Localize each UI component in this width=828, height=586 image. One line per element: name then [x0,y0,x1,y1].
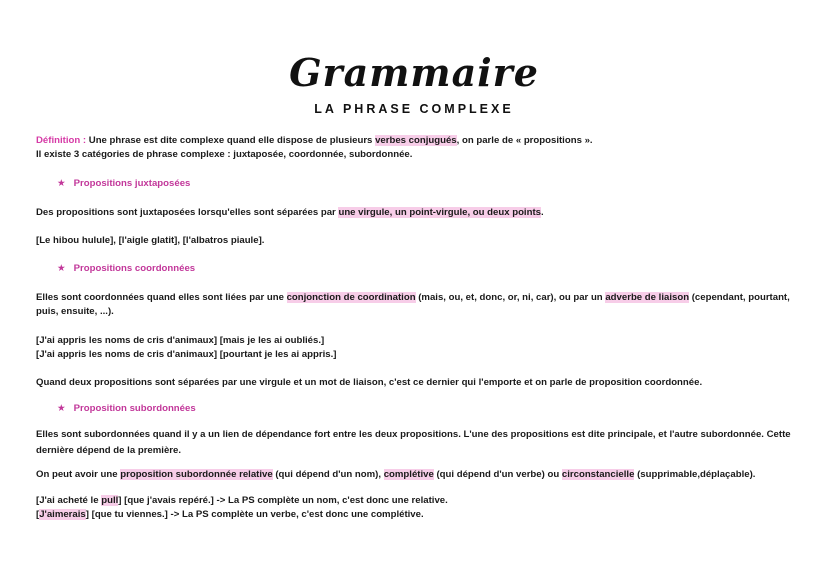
highlight-jaimerais: J'aimerais [39,509,86,520]
highlight-pull: pull [101,495,119,506]
highlight-circonstancielle: circonstancielle [561,469,635,480]
definition-text: Une phrase est dite complexe quand elle dispose de plusieurs [86,135,376,146]
star-icon: ★ [57,178,66,189]
paragraph-text: Des propositions sont juxtaposées lorsqu'elles sont séparées par [36,207,339,218]
highlight-adverbe: adverbe de liaison [605,292,690,303]
definition-line-2: Il existe 3 catégories de phrase complexe : juxtaposée, coordonnée, subordonnée. [36,149,413,160]
page-subtitle: LA PHRASE COMPLEXE [314,102,514,116]
definition-text-end: , on parle de « propositions ». [456,135,593,146]
coordonnees-definition-line-1 [36,291,790,305]
section-heading-subordonnees [57,402,196,416]
highlight-verbes-conjugues: verbes conjugués [375,135,457,146]
juxtaposees-definition [36,206,544,220]
paragraph-text: (cependant, pourtant, [689,292,790,303]
paragraph-text: (qui dépend d'un nom), [272,469,384,480]
paragraph-text: On peut avoir une [36,469,121,480]
highlight-conjonction: conjonction de coordination [286,292,416,303]
subordonnees-definition-line-2: dernière dépend de la première. [36,445,182,456]
coordonnees-example-1: [J'ai appris les noms de cris d'animaux] [mais je les ai oubliés.] [36,335,325,346]
subordonnees-definition-line-1: Elles sont subordonnées quand il y a un lien de dépendance fort entre les deux propositions. L'une des propositions est dite principale, et l'autre subordonnée. Cette [36,429,791,440]
definition-line-1 [36,134,593,148]
subordonnees-example-1 [36,494,448,508]
paragraph-text: ] [que tu viennes.] -> La PS complète un verbe, c'est donc une complétive. [85,509,424,520]
star-icon: ★ [57,263,66,274]
highlight-relative: proposition subordonnée relative [120,469,273,480]
juxtaposees-example: [Le hibou hulule], [l'aigle glatit], [l'albatros piaule]. [36,235,265,246]
paragraph-text: (qui dépend d'un verbe) ou [433,469,562,480]
paragraph-text: Elles sont coordonnées quand elles sont liées par une [36,292,287,303]
star-icon: ★ [57,403,66,414]
section-heading-label: Propositions coordonnées [73,263,196,274]
paragraph-text: (mais, ou, et, donc, or, ni, car), ou par un [415,292,606,303]
definition-label: Définition : [36,135,87,146]
section-heading-juxtaposees [57,177,190,191]
paragraph-text: ] [que j'avais repéré.] -> La PS complète un nom, c'est donc une relative. [118,495,448,506]
highlight-completive: complétive [383,469,434,480]
coordonnees-definition-line-2: puis, ensuite, ...). [36,306,114,317]
paragraph-text: . [541,207,544,218]
paragraph-text: (supprimable,déplaçable). [634,469,756,480]
subordonnees-types [36,468,755,482]
coordonnees-note: Quand deux propositions sont séparées par une virgule et un mot de liaison, c'est ce dernier qui l'emporte et on parle de proposition coordonnée. [36,377,703,388]
paragraph-text: [ [36,509,40,520]
highlight-separateurs: une virgule, un point-virgule, ou deux points [338,207,541,218]
section-heading-label: Proposition subordonnées [73,403,196,414]
paragraph-text: [J'ai acheté le [36,495,102,506]
section-heading-label: Propositions juxtaposées [73,178,191,189]
page-title: Grammaire [289,50,539,95]
section-heading-coordonnees [57,262,195,276]
coordonnees-example-2: [J'ai appris les noms de cris d'animaux] [pourtant je les ai appris.] [36,349,337,360]
subordonnees-example-2 [36,508,424,522]
